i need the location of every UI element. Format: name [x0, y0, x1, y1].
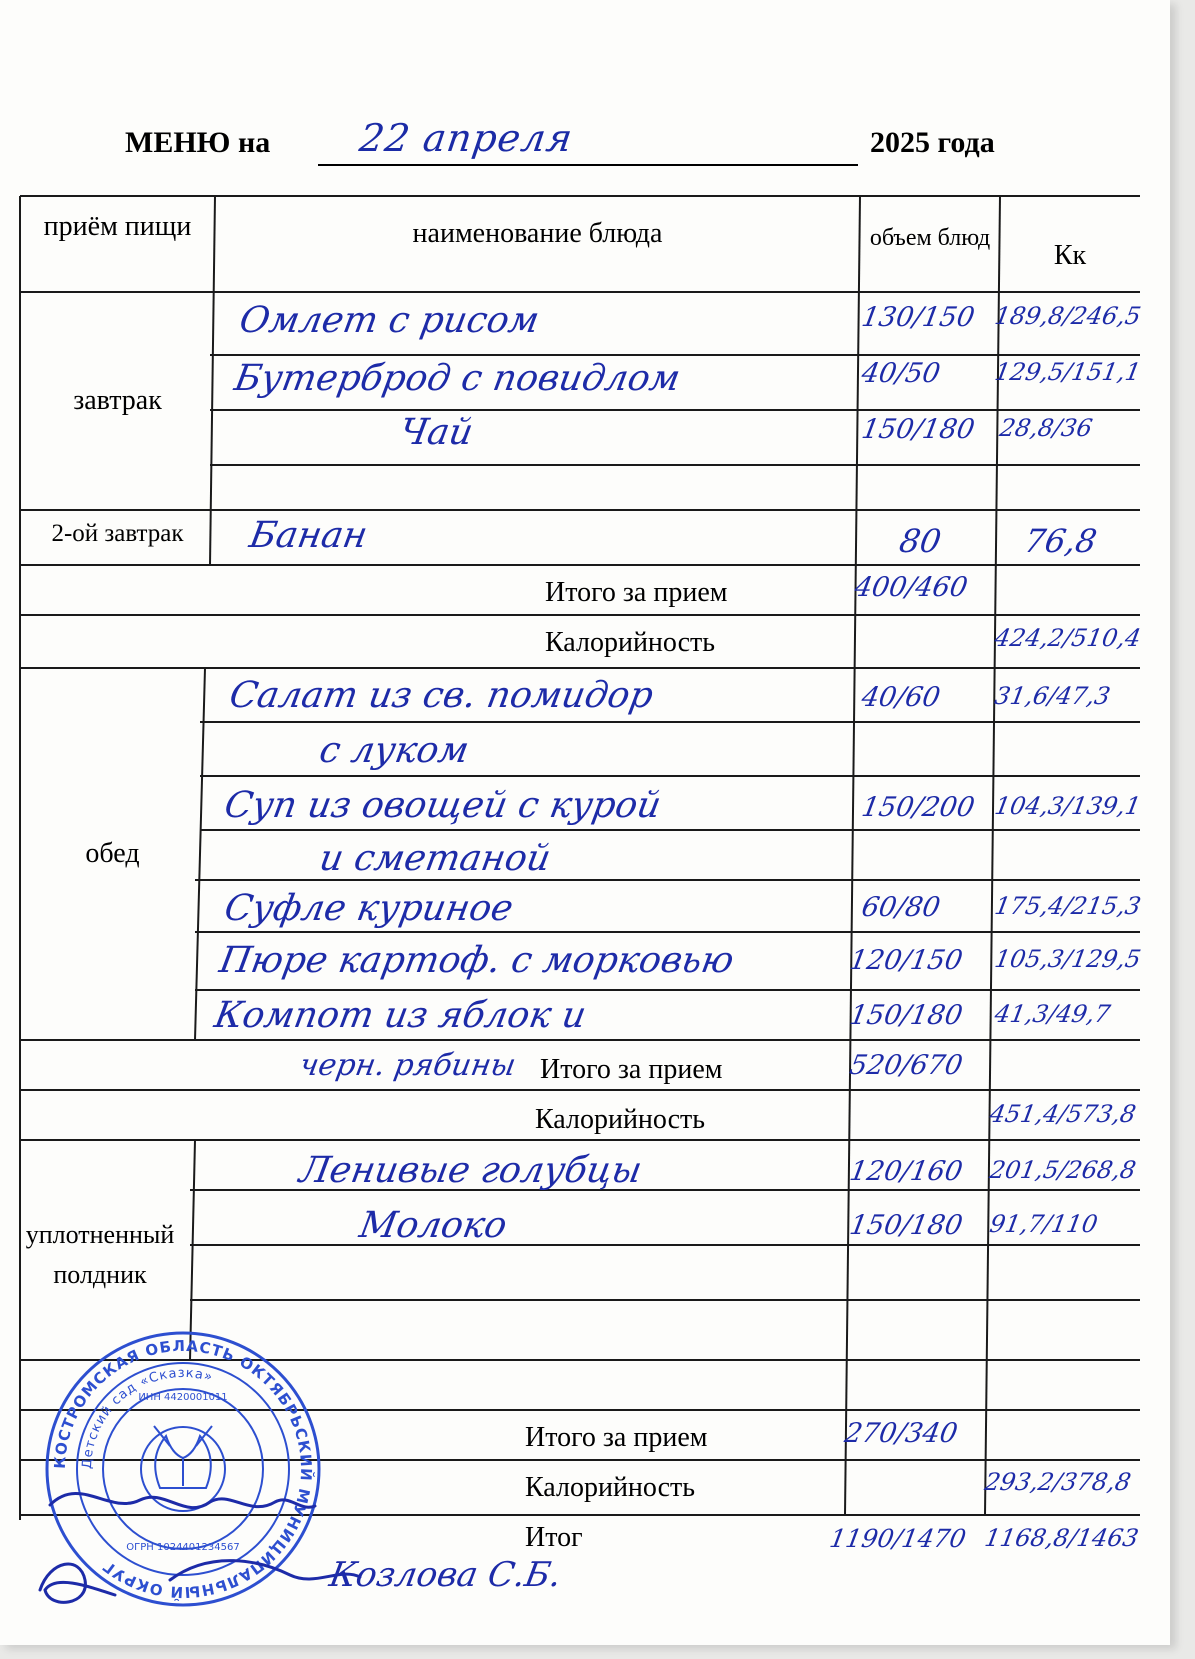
- stamp-ogrn: ОГРН 1024401234567: [126, 1542, 240, 1553]
- total-label: Итого за прием: [525, 1422, 708, 1453]
- meal-label-breakfast: завтрак: [73, 385, 162, 416]
- calories-value: 293,2/378,8: [982, 1468, 1133, 1496]
- total-volume: 400/460: [852, 572, 970, 603]
- header-volume: объем блюд: [869, 225, 991, 251]
- dish-kcal: 31,6/47,3: [992, 682, 1113, 710]
- total-label: Итого за прием: [540, 1054, 723, 1085]
- dish-name: Пюре картоф. с морковью: [216, 940, 737, 981]
- meal-label-lunch: обед: [85, 838, 140, 869]
- dish-kcal: 129,5/151,1: [992, 358, 1143, 386]
- dish-kcal: 105,3/129,5: [992, 945, 1143, 973]
- grand-total-volume: 1190/1470: [827, 1524, 969, 1553]
- dish-volume: 150/200: [859, 792, 977, 823]
- dish-volume: 60/80: [859, 892, 943, 923]
- total-volume: 270/340: [842, 1418, 960, 1449]
- title-date: 22 апреля: [356, 116, 576, 160]
- dish-name: Компот из яблок и: [211, 995, 590, 1036]
- dish-name: Молоко: [356, 1205, 510, 1246]
- dish-kcal: 201,5/268,8: [987, 1156, 1138, 1184]
- dish-volume: 40/60: [859, 682, 943, 713]
- dish-name: Чай: [396, 412, 477, 453]
- dish-volume: 150/180: [847, 1210, 965, 1241]
- dish-kcal: 104,3/139,1: [992, 792, 1143, 820]
- stamp-outer-text: КОСТРОМСКАЯ ОБЛАСТЬ ОКТЯБРЬСКИЙ МУНИЦИПАЛЬНЫЙ ОКРУГ: [50, 1336, 316, 1602]
- dish-kcal: 41,3/49,7: [992, 1000, 1113, 1028]
- stamp-inn: ИНН 4420001011: [138, 1392, 228, 1403]
- dish-name: Бутерброд с повидлом: [231, 358, 684, 399]
- calories-label: Калорийность: [545, 627, 716, 658]
- dish-kcal: 189,8/246,5: [992, 302, 1143, 330]
- dish-name: Банан: [246, 515, 371, 556]
- signature-name: Козлова С.Б.: [326, 1555, 565, 1595]
- dish-name: Омлет с рисом: [236, 300, 543, 341]
- dish-kcal: 76,8: [1021, 522, 1100, 560]
- dish-name: Ленивые голубцы: [296, 1150, 645, 1191]
- meal-label-second-breakfast: 2-ой завтрак: [51, 520, 184, 547]
- stamp-inner-text: Детский сад «Сказка»: [79, 1365, 215, 1470]
- title-suffix: 2025 года: [870, 126, 995, 159]
- calories-value: 424,2/510,4: [992, 624, 1143, 652]
- dish-name-cont: с луком: [316, 730, 473, 771]
- dish-volume: 150/180: [847, 1000, 965, 1031]
- dish-name-cont: и сметаной: [316, 838, 554, 879]
- dish-kcal: 28,8/36: [997, 414, 1095, 442]
- signature-scribble: [30, 1470, 490, 1630]
- dish-volume: 130/150: [859, 302, 977, 333]
- dish-volume: 120/160: [847, 1156, 965, 1187]
- header-kcal: Кк: [1053, 240, 1087, 271]
- dish-volume: 80: [896, 522, 945, 560]
- dish-kcal: 91,7/110: [987, 1210, 1100, 1238]
- dish-volume: 40/50: [859, 358, 943, 389]
- dish-name: Суфле куриное: [221, 888, 517, 929]
- header-meal: приём пищи: [43, 211, 192, 242]
- meal-label-snack: уплотненный полдник: [25, 1220, 175, 1289]
- total-label: Итого за прием: [545, 577, 728, 608]
- dish-volume: 120/150: [847, 945, 965, 976]
- calories-value: 451,4/573,8: [987, 1100, 1138, 1128]
- dish-name-cont: черн. рябины: [296, 1048, 519, 1083]
- dish-name: Салат из св. помидор: [226, 675, 657, 716]
- total-volume: 520/670: [847, 1050, 965, 1081]
- grand-total-kcal: 1168,8/1463: [982, 1524, 1141, 1552]
- header-dish: наименование блюда: [412, 218, 663, 249]
- dish-volume: 150/180: [859, 414, 977, 445]
- calories-label: Калорийность: [535, 1104, 706, 1135]
- dish-kcal: 175,4/215,3: [992, 892, 1143, 920]
- calories-label: Калорийность: [525, 1472, 696, 1503]
- title-prefix: МЕНЮ на: [125, 126, 271, 159]
- grand-total-label: Итог: [525, 1522, 583, 1553]
- dish-name: Суп из овощей с курой: [221, 785, 665, 826]
